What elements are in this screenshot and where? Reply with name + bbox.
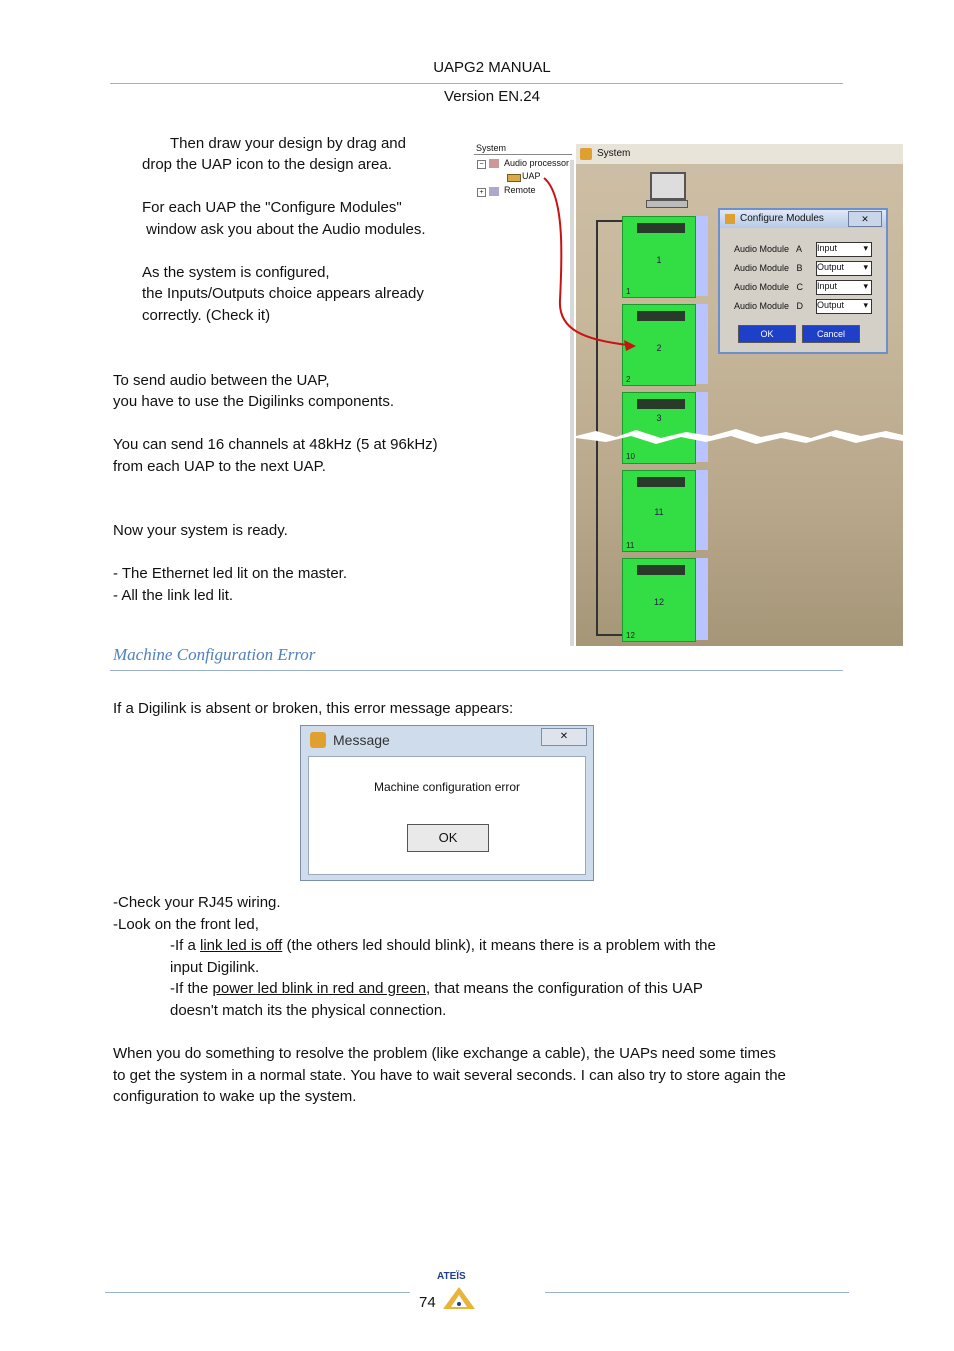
- drag-arrow: [470, 140, 903, 646]
- configure-modules-title: Configure Modules: [740, 213, 824, 224]
- uap-label: 11: [654, 507, 664, 517]
- intro-line: For each UAP the "Configure Modules": [142, 199, 402, 216]
- manual-title: UAPG2 MANUAL: [433, 59, 551, 76]
- tree-collapse-icon[interactable]: −: [477, 160, 486, 169]
- uap-number: 2: [626, 375, 631, 384]
- bullet-line2: input Digilink.: [170, 959, 260, 976]
- bullet-prefix: -If the: [170, 980, 213, 997]
- bullet-rest: (the others led should blink), it means there is a problem with the: [282, 937, 716, 954]
- resolve-line: to get the system in a normal state. You have to wait several seconds. I can also try to store again the: [113, 1067, 786, 1084]
- ready-line: - The Ethernet led lit on the master.: [113, 565, 348, 582]
- bullet-rest: , that means the configuration of this UAP: [426, 980, 703, 997]
- ateis-logo-icon: [441, 1285, 477, 1311]
- error-intro: If a Digilink is absent or broken, this error message appears:: [113, 700, 514, 717]
- uap-number: 1: [626, 287, 631, 296]
- footer-rule-right: [545, 1292, 849, 1293]
- message-title: Message: [333, 732, 390, 748]
- system-design-screenshot: [470, 140, 903, 646]
- resolve-line: configuration to wake up the system.: [113, 1088, 357, 1105]
- link-led-off-link: link led is off: [200, 937, 283, 954]
- message-logo-icon: [310, 732, 326, 748]
- tree-item-uap[interactable]: UAP: [522, 171, 541, 181]
- module-b-label: Audio Module B: [734, 263, 803, 273]
- ready-line: Now your system is ready.: [113, 522, 288, 539]
- close-icon[interactable]: ✕: [848, 211, 882, 227]
- cancel-button[interactable]: Cancel: [802, 325, 860, 343]
- tree-item-remote[interactable]: Remote: [504, 185, 536, 195]
- uap-label: 12: [653, 597, 664, 607]
- uap-label: 2: [656, 343, 662, 353]
- module-b-value: Output: [817, 262, 845, 272]
- intro-line: correctly. (Check it): [142, 307, 271, 324]
- module-a-label: Audio Module A: [734, 244, 803, 254]
- brand-logo-text: ATEÏS: [437, 1271, 466, 1282]
- bullet-line2: doesn't match its the physical connection.: [170, 1002, 447, 1019]
- chevron-down-icon: ▾: [863, 243, 868, 253]
- module-a-value: Input: [817, 243, 838, 253]
- digilink-line: To send audio between the UAP,: [113, 372, 330, 389]
- module-d-label: Audio Module D: [734, 301, 804, 311]
- intro-line: Then draw your design by drag and: [170, 135, 406, 152]
- intro-line: the Inputs/Outputs choice appears already: [142, 285, 424, 302]
- chevron-down-icon: ▾: [863, 300, 868, 310]
- close-icon[interactable]: ✕: [541, 728, 587, 746]
- tree-item-audio-processor[interactable]: Audio processor: [504, 158, 570, 168]
- look-front-led: -Look on the front led,: [113, 916, 259, 933]
- message-box: [300, 725, 594, 881]
- message-body: [308, 756, 586, 875]
- section-title: Machine Configuration Error: [113, 645, 316, 664]
- ready-line: - All the link led lit.: [113, 587, 234, 604]
- digilink-line: you have to use the Digilinks components.: [113, 393, 394, 410]
- version-label: Version EN.24: [444, 88, 540, 105]
- bullet-power-led: [170, 978, 703, 1000]
- intro-line: As the system is configured,: [142, 264, 330, 281]
- check-rj45: -Check your RJ45 wiring.: [113, 894, 281, 911]
- resolve-line: When you do something to resolve the problem (like exchange a cable), the UAPs need some times: [113, 1045, 776, 1062]
- uap-number: 10: [626, 452, 635, 461]
- message-text: Machine configuration error: [373, 780, 521, 794]
- header-rule: [110, 83, 843, 84]
- power-led-blink-link: power led blink in red and green: [212, 980, 427, 997]
- uap-number: 11: [626, 541, 635, 550]
- uap-number: 12: [626, 631, 635, 640]
- digilink-line: from each UAP to the next UAP.: [113, 458, 326, 475]
- ok-button[interactable]: OK: [738, 325, 796, 343]
- module-c-value: Input: [817, 281, 838, 291]
- chevron-down-icon: ▾: [863, 262, 868, 272]
- footer-rule-left: [105, 1292, 410, 1293]
- digilink-line: You can send 16 channels at 48kHz (5 at 96kHz): [113, 436, 438, 453]
- section-rule: [110, 670, 843, 671]
- bullet-prefix: -If a: [170, 937, 201, 954]
- ok-button[interactable]: OK: [407, 824, 489, 852]
- tree-root: System: [476, 143, 507, 153]
- canvas-title: System: [597, 148, 631, 159]
- page-number: 74: [419, 1294, 436, 1311]
- module-c-label: Audio Module C: [734, 282, 804, 292]
- intro-line: window ask you about the Audio modules.: [142, 221, 426, 238]
- chevron-down-icon: ▾: [863, 281, 868, 291]
- tree-expand-icon[interactable]: +: [477, 188, 486, 197]
- bullet-link-led: [170, 935, 716, 957]
- uap-label: 1: [656, 255, 662, 265]
- uap-label: 3: [656, 413, 662, 423]
- intro-line: drop the UAP icon to the design area.: [142, 156, 392, 173]
- module-d-value: Output: [817, 300, 845, 310]
